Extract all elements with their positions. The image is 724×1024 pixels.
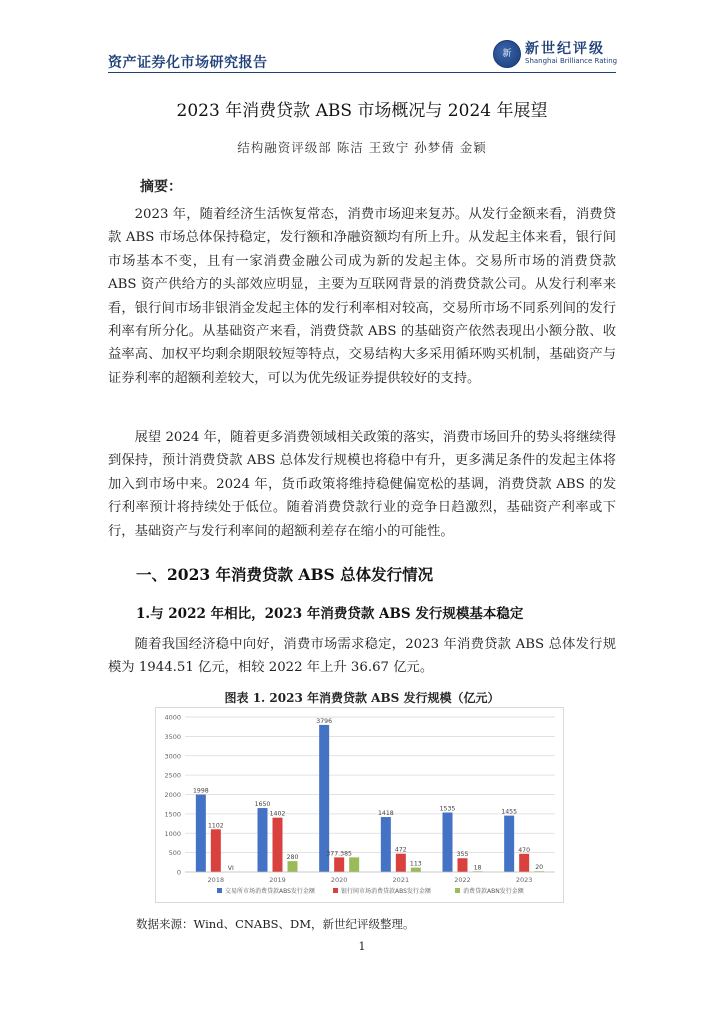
bar-data-label: 1455 — [501, 808, 518, 816]
legend-swatch — [217, 888, 222, 893]
x-tick-label: 2021 — [392, 876, 410, 884]
legend-label: 银行间市场消费贷款ABS发行金额 — [341, 888, 431, 895]
bar — [211, 829, 221, 872]
x-tick-label: 2023 — [515, 876, 533, 884]
y-tick-label: 4000 — [164, 713, 181, 722]
abstract-paragraph-2: 展望 2024 年，随着更多消费领域相关政策的落实，消费市场回升的势头将继续得到保持，预计消费贷款 ABS 总体发行规模也将稳中有升，更多满足条件的发起主体将加入到市场中来。2024 年，货币政策将维持稳健偏宽松的基调，消费贷款 ABS 的发行利率预计将持续处于低位。随着消费贷款行业的竞争日趋激烈，基础资产利率或下行，基础资产与发行利率间的超额利差存在缩小的可能性。 — [108, 430, 616, 539]
y-tick-label: 500 — [168, 849, 181, 858]
x-tick-label: 2019 — [269, 876, 286, 884]
bar-data-label: 355 — [456, 851, 469, 859]
y-tick-label: 3000 — [164, 752, 181, 761]
issuance-bar-chart — [155, 707, 564, 903]
y-tick-label: 2500 — [164, 771, 181, 780]
bar-data-label: 472 — [394, 846, 407, 854]
x-tick-label: 2020 — [330, 876, 348, 884]
abstract-paragraph-1: 2023 年，随着经济生活恢复常态，消费市场迎来复苏。从发行金额来看，消费贷款 ABS 市场总体保持稳定，发行额和净融资额均有所上升。从发起主体来看，银行间市场基本不变，且有一家消费金融公司成为新的发起主体。交易所市场的消费贷款 ABS 资产供给方的头部效应明显，主要为互联网背景的消费贷款公司。从发行利率来看，银行间市场非银消金发起主体的发行利率相对较高，交易所市场不同系列间的发行利率有所分化。从基础资产来看，消费贷款 ABS 的基础资产依然表现出小额分散、收益率高、加权平均剩余期限较短等特点，交易结构大多采用循环购买机制，基础资产与证券利率的超额利差较大，可以为优先级证券提供较好的支持。 — [108, 207, 616, 386]
bar — [458, 858, 468, 872]
bar-data-label: VI — [227, 865, 234, 872]
bar — [349, 857, 359, 872]
company-logo — [493, 38, 623, 72]
abstract-label: 摘要： — [140, 179, 182, 195]
page-number: 1 — [358, 940, 366, 953]
document-title: 2023 年消费贷款 ABS 市场概况与 2024 年展望 — [176, 101, 548, 121]
bar-data-label: 3796 — [316, 717, 333, 725]
bar-data-label: 18 — [473, 864, 482, 872]
logo-name: 新世纪评级 — [525, 41, 605, 57]
bar — [273, 818, 283, 872]
bar-data-label: 377.385 — [326, 850, 352, 858]
bar-data-label: 20 — [535, 864, 544, 872]
legend-label: 交易所市场消费贷款ABS发行金额 — [225, 888, 315, 895]
section-1-heading: 一、2023 年消费贷款 ABS 总体发行情况 — [136, 565, 434, 584]
bar-data-label: 470 — [518, 846, 531, 854]
y-tick-label: 1500 — [164, 810, 181, 819]
bar-data-label: 1650 — [254, 801, 271, 809]
bar-data-label: 280 — [286, 854, 299, 862]
body-paragraph-1: 随着我国经济稳中向好，消费市场需求稳定，2023 年消费贷款 ABS 总体发行规模为 1944.51 亿元，相较 2022 年上升 36.67 亿元。 — [108, 637, 616, 676]
chart-frame — [156, 708, 564, 903]
bar-data-label: 113 — [409, 860, 422, 868]
x-tick-label: 2018 — [207, 876, 225, 884]
bar-data-label: 1998 — [192, 787, 209, 795]
authors-line: 结构融资评级部 陈洁 王致宁 孙梦倩 金颖 — [237, 140, 487, 155]
y-tick-label: 2000 — [164, 791, 181, 799]
bar-data-label: 1402 — [269, 810, 286, 818]
bar — [411, 868, 421, 872]
bar — [381, 817, 391, 872]
bar — [443, 813, 453, 872]
legend-label: 消费贷款ABN发行金额 — [463, 888, 524, 895]
x-tick-label: 2022 — [454, 876, 471, 884]
bar — [288, 861, 298, 872]
bar — [334, 857, 344, 872]
bar — [396, 854, 406, 872]
subsection-1-heading: 1.与 2022 年相比，2023 年消费贷款 ABS 发行规模基本稳定 — [136, 606, 524, 622]
bar — [504, 816, 514, 872]
header-rule — [108, 72, 616, 73]
data-source-note: 数据来源：Wind、CNABS、DM，新世纪评级整理。 — [136, 917, 415, 931]
bar-data-label: 1535 — [439, 805, 456, 813]
y-tick-label: 1000 — [164, 829, 181, 838]
logo-emblem-icon: 新 — [493, 40, 521, 68]
bar — [258, 808, 268, 872]
bar-data-label: 1418 — [377, 810, 394, 818]
legend-swatch — [455, 888, 460, 893]
bar — [519, 854, 529, 872]
legend-swatch — [333, 888, 338, 893]
y-tick-label: 0 — [176, 868, 181, 877]
logo-subtitle: Shanghai Brilliance Rating — [525, 57, 618, 65]
figure-title: 图表 1. 2023 年消费贷款 ABS 发行规模（亿元） — [224, 691, 500, 705]
report-series-title: 资产证券化市场研究报告 — [108, 55, 268, 71]
bar — [196, 795, 206, 872]
y-tick-label: 3500 — [164, 732, 181, 741]
bar-data-label: 1102 — [207, 822, 224, 830]
